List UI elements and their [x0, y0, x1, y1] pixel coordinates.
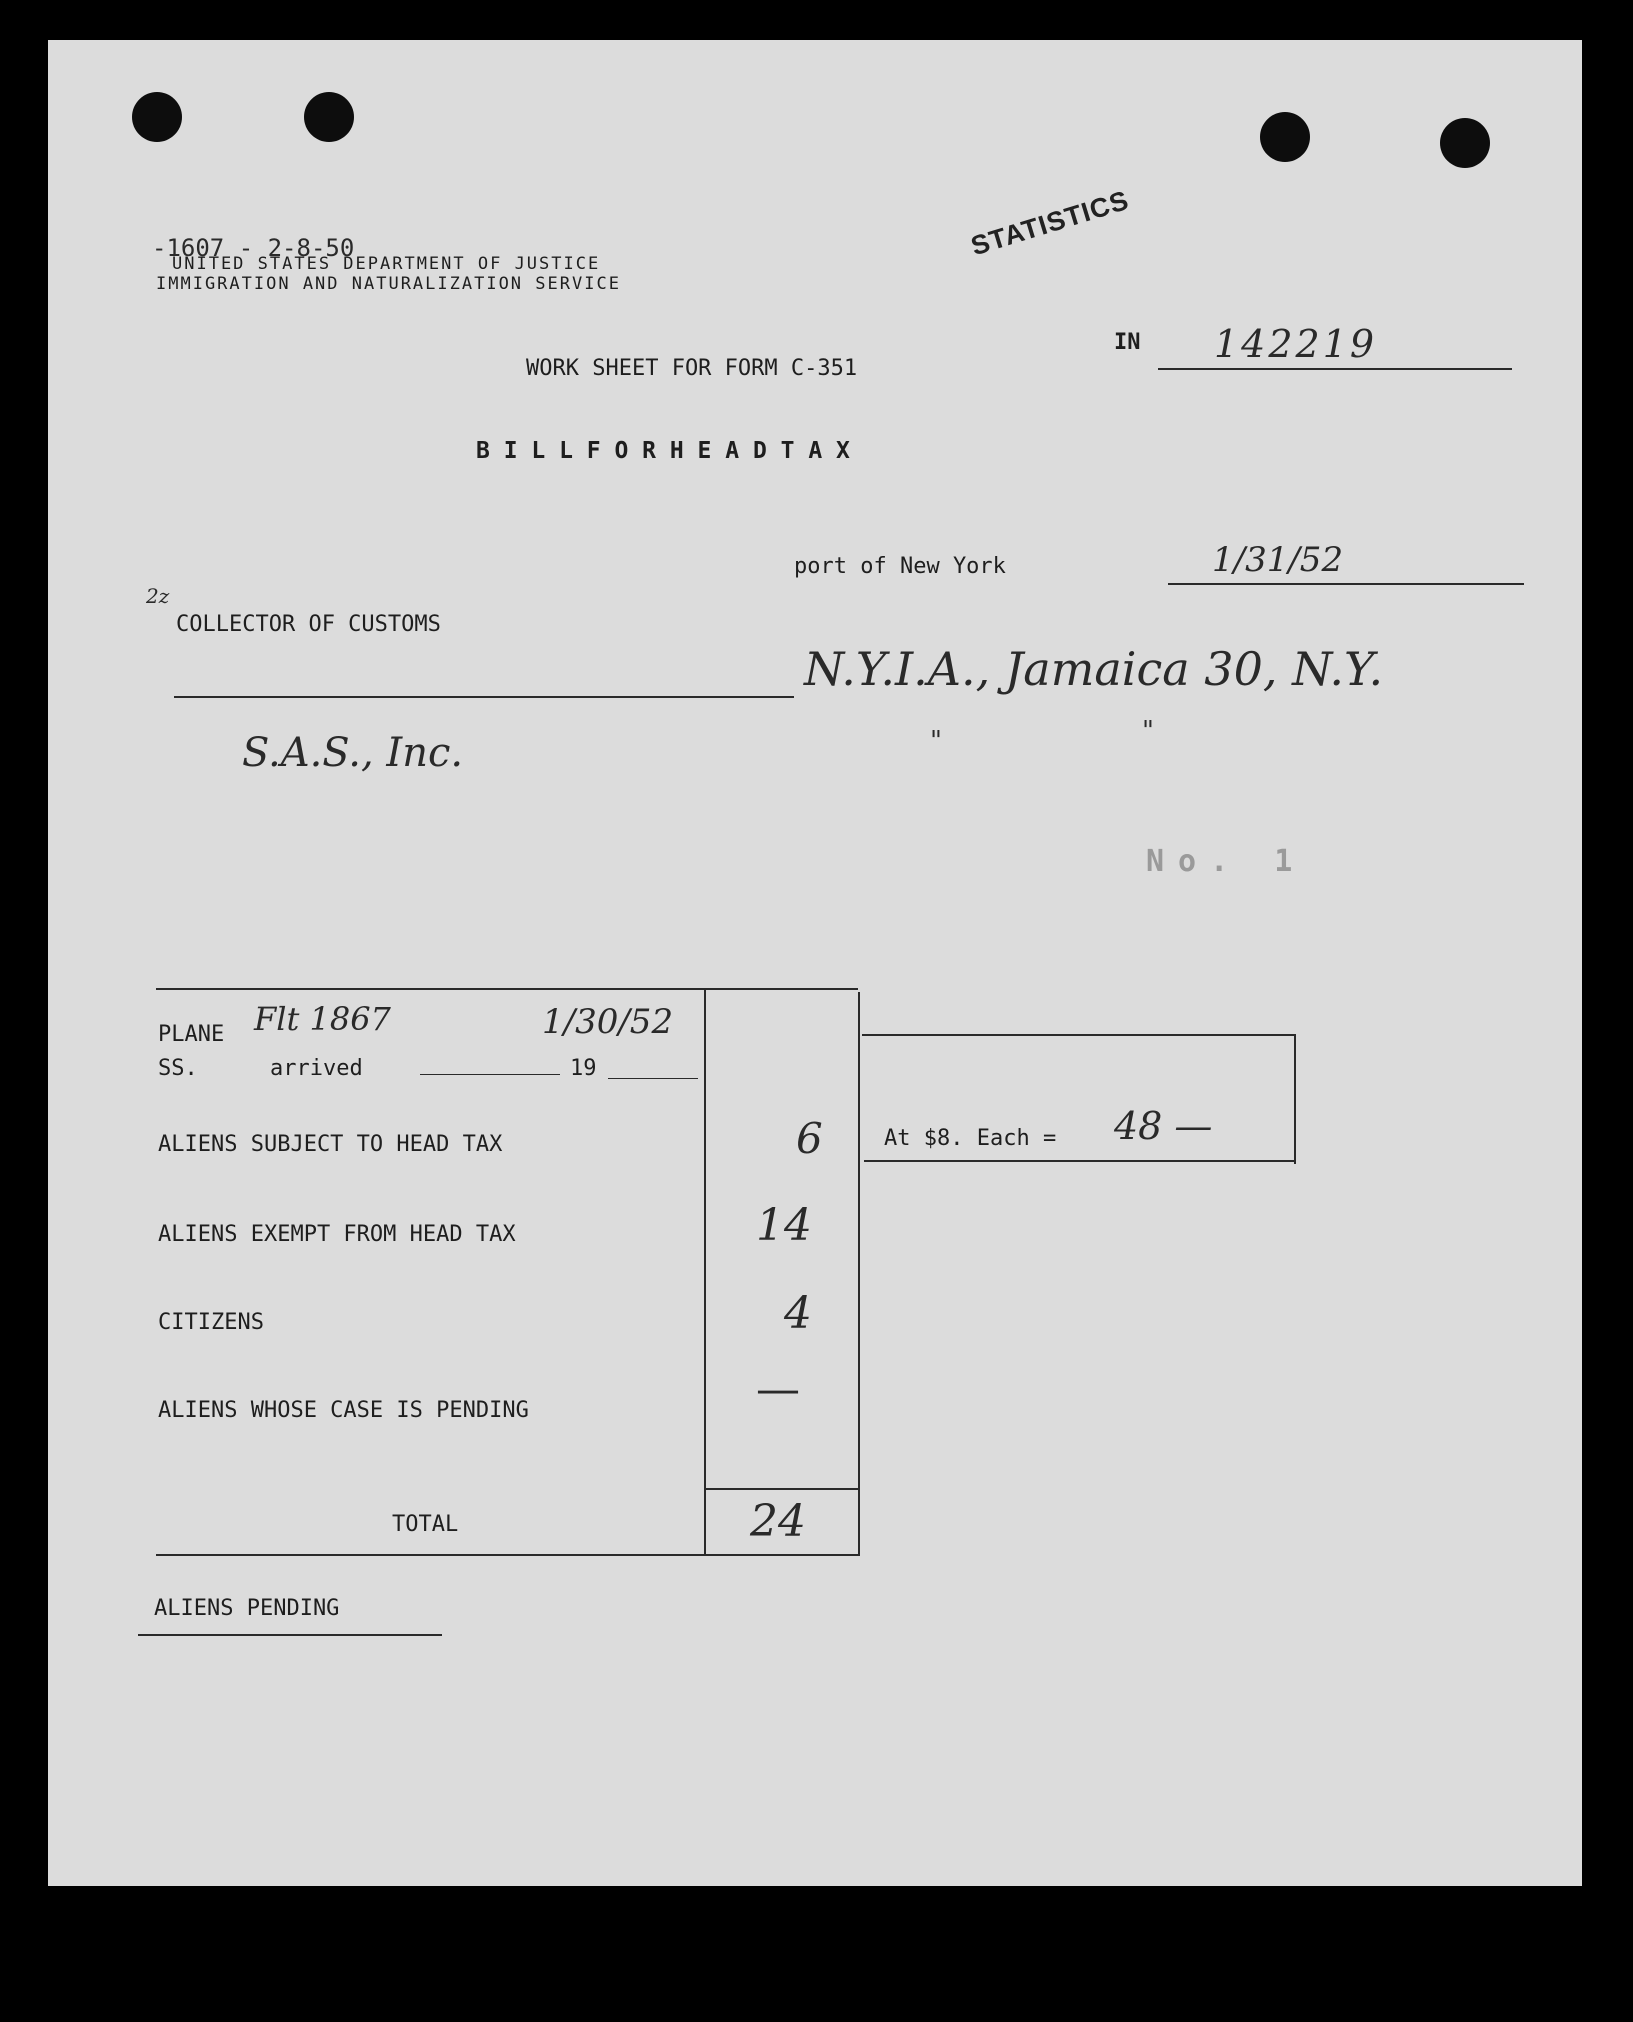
aliens-pending-underline	[138, 1634, 442, 1636]
punch-hole-3	[1260, 112, 1310, 162]
tax-rate-label: At $8. Each =	[884, 1126, 1057, 1151]
table-bottom-line	[156, 1554, 860, 1556]
row-exempt-label: ALIENS EXEMPT FROM HEAD TAX	[158, 1222, 516, 1247]
report-date: 1/31/52	[1212, 540, 1344, 580]
ss-label: SS.	[158, 1056, 198, 1081]
row-pending-value: —	[756, 1364, 800, 1415]
table-left-divider	[704, 988, 706, 1556]
collector-label: COLLECTOR OF CUSTOMS	[176, 612, 441, 637]
handwritten-address: N.Y.I.A., Jamaica 30, N.Y.	[804, 642, 1384, 696]
tax-box-top	[862, 1034, 1296, 1036]
in-number-underline	[1158, 368, 1512, 370]
in-number: 142219	[1214, 322, 1378, 366]
row-exempt-value: 14	[756, 1200, 812, 1251]
stamp-text: STATISTICS	[967, 184, 1133, 262]
port-label: port of New York	[794, 554, 1006, 579]
carrier-name: S.A.S., Inc.	[242, 730, 464, 776]
agency-line-2: IMMIGRATION AND NATURALIZATION SERVICE	[156, 274, 621, 294]
flight-date: 1/30/52	[542, 1002, 674, 1042]
ditto-mark-1: "	[930, 726, 942, 756]
row-citizens-label: CITIZENS	[158, 1310, 264, 1335]
ditto-mark-2: "	[1142, 716, 1154, 746]
row-subject-value: 6	[796, 1114, 823, 1163]
arrived-label: arrived	[270, 1056, 363, 1081]
total-top-line	[706, 1488, 858, 1490]
flight-number: Flt 1867	[254, 1000, 391, 1038]
statistics-stamp	[967, 185, 1132, 262]
to-mark: 2z	[146, 584, 170, 608]
form-reference: -1607 - 2-8-50	[152, 234, 355, 262]
document-page	[48, 40, 1582, 1886]
table-right-border	[858, 992, 860, 1556]
total-value: 24	[750, 1496, 806, 1547]
plane-label: PLANE	[158, 1022, 225, 1047]
aliens-pending-label: ALIENS PENDING	[154, 1596, 340, 1621]
date-underline	[1168, 583, 1524, 585]
in-label: IN	[1114, 330, 1141, 355]
arrived-underline-1	[420, 1074, 560, 1075]
row-subject-label: ALIENS SUBJECT TO HEAD TAX	[158, 1132, 503, 1157]
tax-box-right	[1294, 1034, 1296, 1164]
tax-amount: 48 —	[1114, 1104, 1213, 1148]
collector-underline	[174, 696, 794, 698]
agency-line-1: UNITED STATES DEPARTMENT OF JUSTICE	[172, 254, 601, 274]
faint-mark: No. 1	[1146, 844, 1307, 879]
punch-hole-1	[132, 92, 182, 142]
row-pending-label: ALIENS WHOSE CASE IS PENDING	[158, 1398, 529, 1423]
total-label: TOTAL	[392, 1512, 459, 1537]
row-citizens-value: 4	[784, 1288, 812, 1339]
year-prefix: 19	[570, 1056, 597, 1081]
tax-box-bottom	[864, 1160, 1296, 1162]
punch-hole-4	[1440, 118, 1490, 168]
arrived-underline-2	[608, 1078, 698, 1079]
worksheet-title: WORK SHEET FOR FORM C-351	[526, 356, 858, 381]
bill-title: B I L L F O R H E A D T A X	[476, 438, 850, 464]
table-top-line	[156, 988, 858, 990]
punch-hole-2	[304, 92, 354, 142]
